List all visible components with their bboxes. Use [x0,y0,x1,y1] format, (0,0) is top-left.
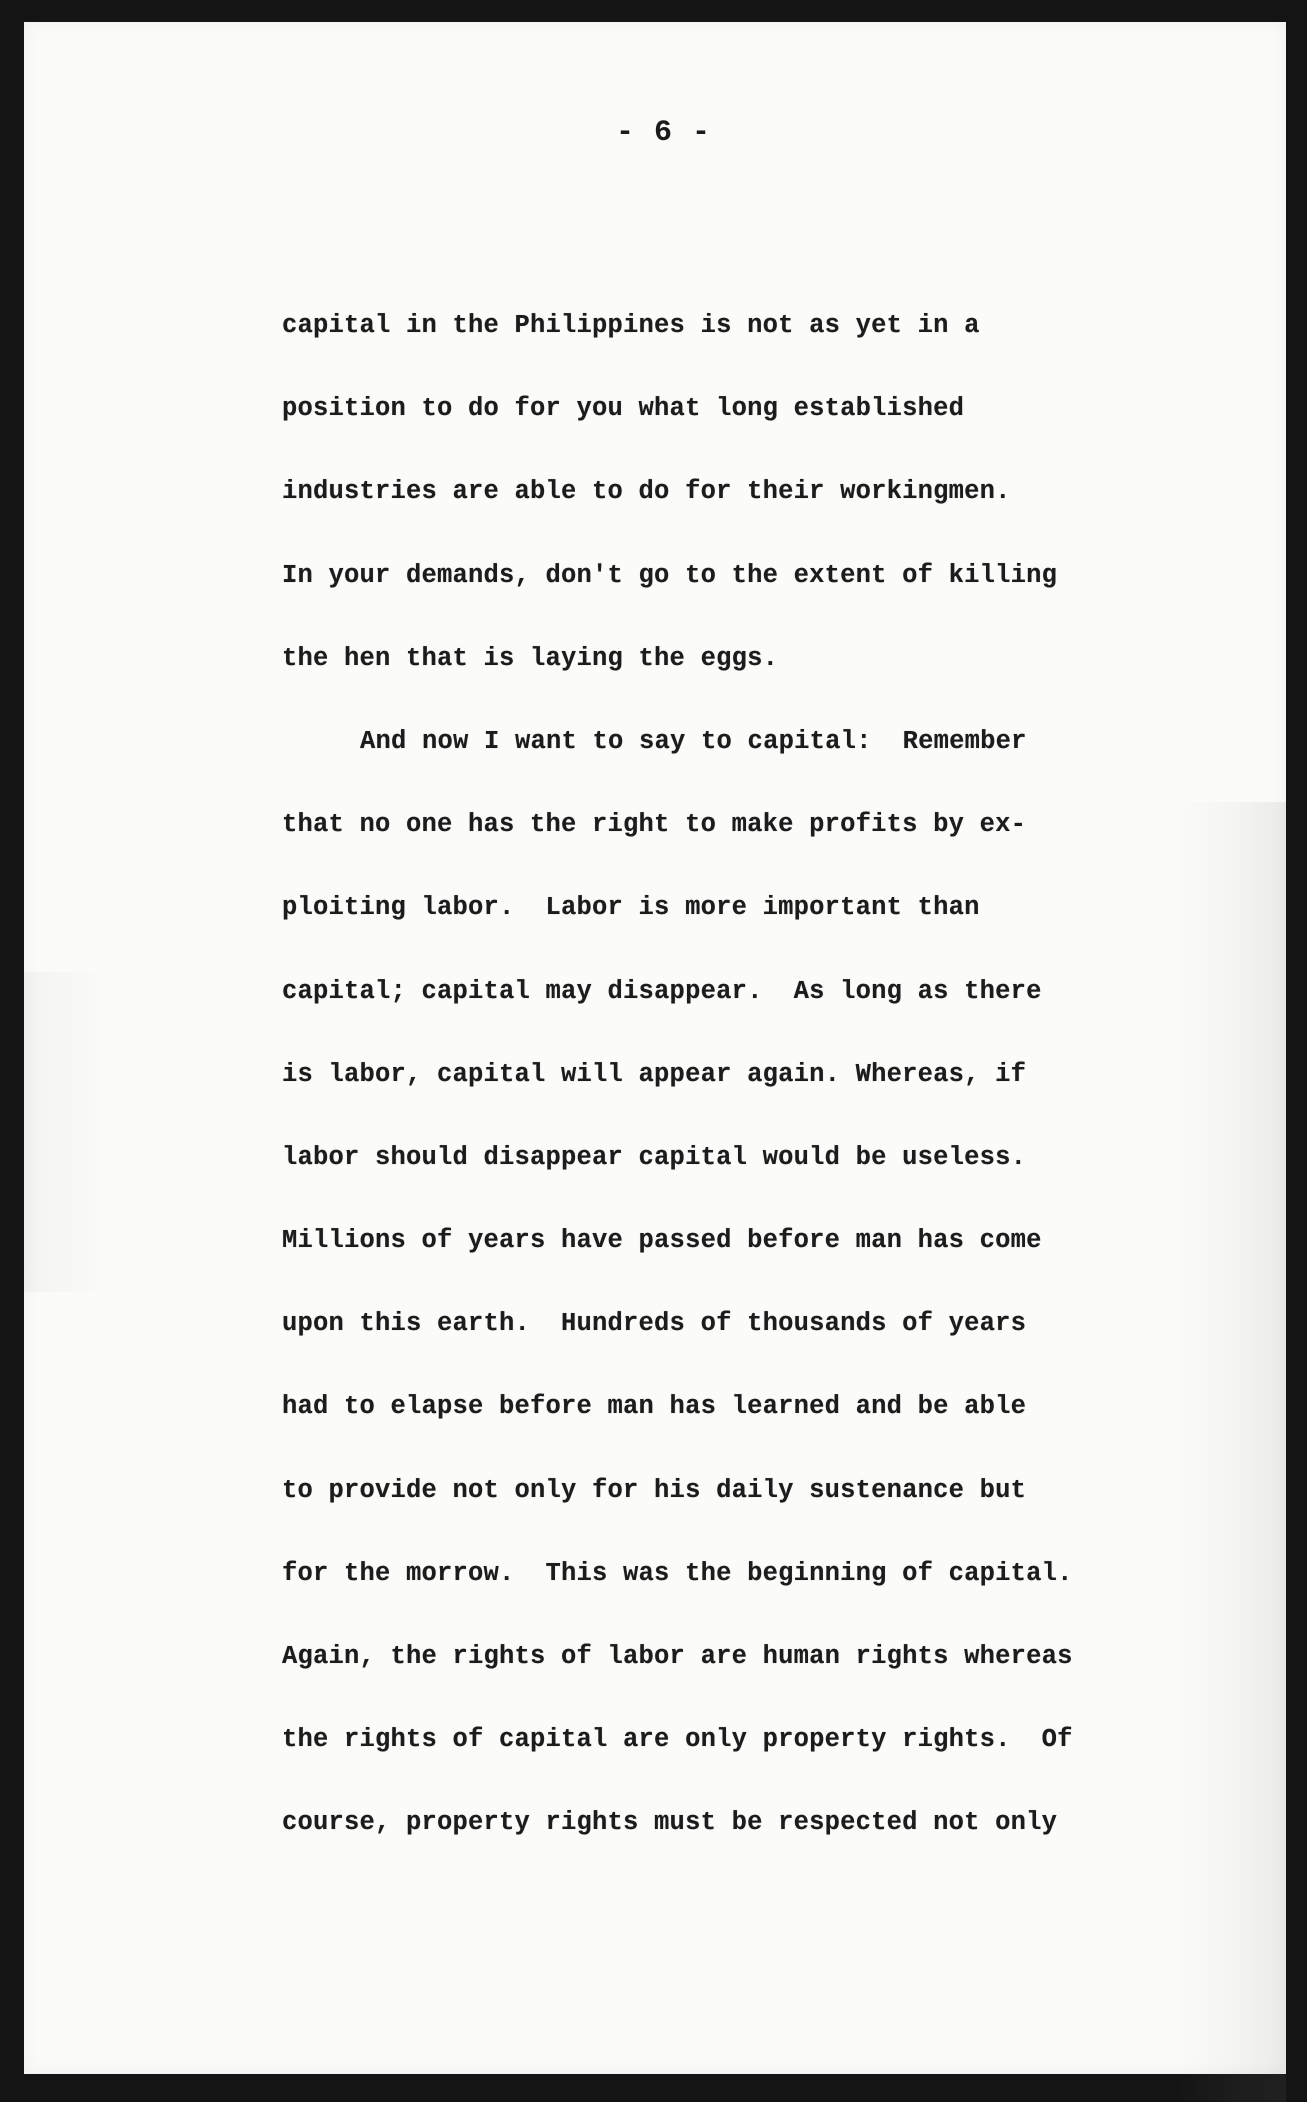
text-line: capital in the Philippines is not as yet in a [282,311,980,340]
text-line: that no one has the right to make profits by ex- [282,810,1027,840]
scan-shadow [24,972,114,1292]
text-line: industries are able to do for their workingmen. [282,477,1011,507]
text-line: the hen that is laying the eggs. [282,643,779,673]
text-line: for the morrow. This was the beginning of capital. [282,1558,1073,1588]
text-line: to provide not only for his daily sustenance but [282,1475,1027,1505]
text-line: labor should disappear capital would be useless. [282,1142,1027,1172]
text-line: Again, the rights of labor are human rights whereas [282,1642,1073,1671]
text-line: course, property rights must be respected not only [282,1808,1058,1838]
text-line: is labor, capital will appear again. Whereas, if [282,1059,1027,1089]
body-text [282,306,1132,1887]
text-line: Millions of years have passed before man has come [282,1226,1042,1256]
text-line: position to do for you what long established [282,394,965,424]
text-line: the rights of capital are only property rights. Of [282,1725,1073,1755]
text-line: In your demands, don't go to the extent of killing [282,560,1058,590]
text-line: ploiting labor. Labor is more important than [282,893,980,923]
text-line: And now I want to say to capital: Remember [360,726,1027,756]
text-line: upon this earth. Hundreds of thousands of years [282,1309,1027,1339]
text-line: had to elapse before man has learned and be able [282,1392,1027,1422]
page-number: - 6 - [615,116,711,150]
text-line: capital; capital may disappear. As long as there [282,976,1042,1006]
scan-shadow [1176,802,1286,2102]
